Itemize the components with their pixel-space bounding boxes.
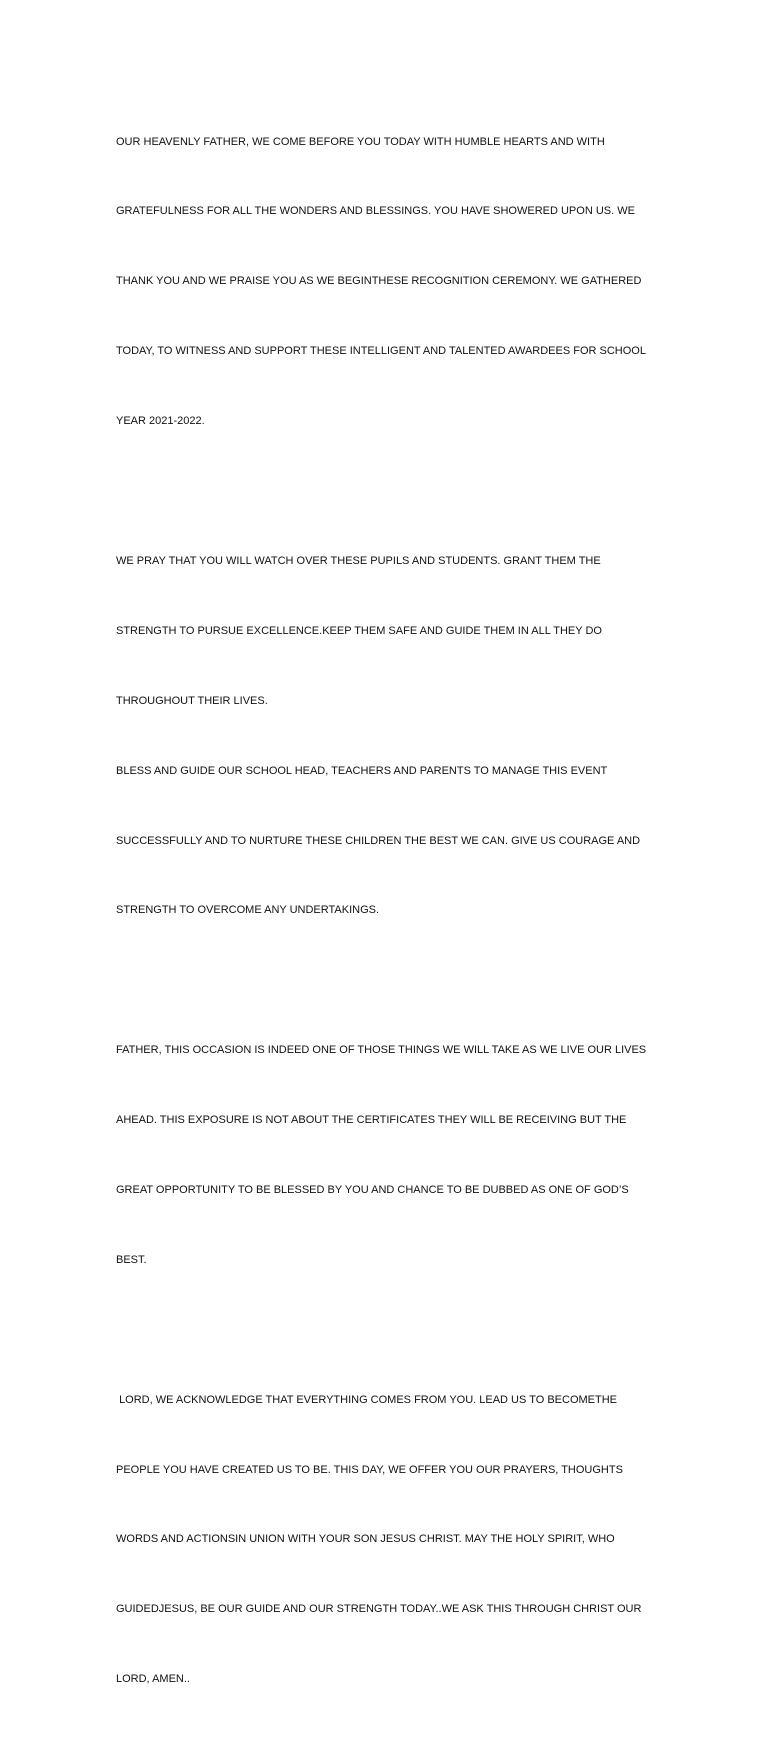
- text-line: LORD, WE ACKNOWLEDGE THAT EVERYTHING COMES FROM YOU. LEAD US TO BECOMETHE: [116, 1393, 618, 1406]
- text-line: LORD, AMEN..: [116, 1673, 190, 1686]
- text-line: FATHER, THIS OCCASION IS INDEED ONE OF THOSE THINGS WE WILL TAKE AS WE LIVE OUR LIVES: [116, 1044, 647, 1057]
- paragraph-2: [116, 503, 661, 969]
- text-line: WORDS AND ACTIONSIN UNION WITH YOUR SON JESUS CHRIST. MAY THE HOLY SPIRIT, WHO: [116, 1533, 615, 1546]
- text-line: STRENGTH TO OVERCOME ANY UNDERTAKINGS.: [116, 904, 380, 917]
- text-line: TODAY, TO WITNESS AND SUPPORT THESE INTELLIGENT AND TALENTED AWARDEES FOR SCHOOL: [116, 345, 646, 358]
- text-line: BEST.: [116, 1253, 147, 1266]
- text-line: WE PRAY THAT YOU WILL WATCH OVER THESE PUPILS AND STUDENTS. GRANT THEM THE: [116, 554, 601, 567]
- text-line: SUCCESSFULLY AND TO NURTURE THESE CHILDREN THE BEST WE CAN. GIVE US COURAGE AND: [116, 834, 641, 847]
- text-line: OUR HEAVENLY FATHER, WE COME BEFORE YOU TODAY WITH HUMBLE HEARTS AND WITH: [116, 135, 605, 148]
- paragraph-gap: [116, 969, 661, 992]
- text-line: GREAT OPPORTUNITY TO BE BLESSED BY YOU AND CHANCE TO BE DUBBED AS ONE OF GOD’S: [116, 1183, 629, 1196]
- text-line: GUIDEDJESUS, BE OUR GUIDE AND OUR STRENGTH TODAY..WE ASK THIS THROUGH CHRIST OUR: [116, 1603, 642, 1616]
- text-line: AHEAD. THIS EXPOSURE IS NOT ABOUT THE CERTIFICATES THEY WILL BE RECEIVING BUT THE: [116, 1114, 627, 1127]
- text-line: PEOPLE YOU HAVE CREATED US TO BE. THIS DAY, WE OFFER YOU OUR PRAYERS, THOUGHTS: [116, 1463, 623, 1476]
- text-line: STRENGTH TO PURSUE EXCELLENCE.KEEP THEM SAFE AND GUIDE THEM IN ALL THEY DO: [116, 624, 602, 637]
- text-line: THANK YOU AND WE PRAISE YOU AS WE BEGINTHESE RECOGNITION CEREMONY. WE GATHERED: [116, 275, 642, 288]
- paragraph-1: [116, 84, 661, 480]
- text-line: YEAR 2021-2022.: [116, 415, 205, 428]
- paragraph-gap: [116, 480, 661, 503]
- paragraph-4: [116, 1342, 661, 1738]
- paragraph-gap: [116, 1319, 661, 1342]
- text-line: BLESS AND GUIDE OUR SCHOOL HEAD, TEACHERS AND PARENTS TO MANAGE THIS EVENT: [116, 764, 608, 777]
- prayer-text: [116, 84, 661, 1738]
- text-line: THROUGHOUT THEIR LIVES.: [116, 694, 268, 707]
- text-line: GRATEFULNESS FOR ALL THE WONDERS AND BLESSINGS. YOU HAVE SHOWERED UPON US. WE: [116, 205, 635, 218]
- paragraph-3: [116, 993, 661, 1319]
